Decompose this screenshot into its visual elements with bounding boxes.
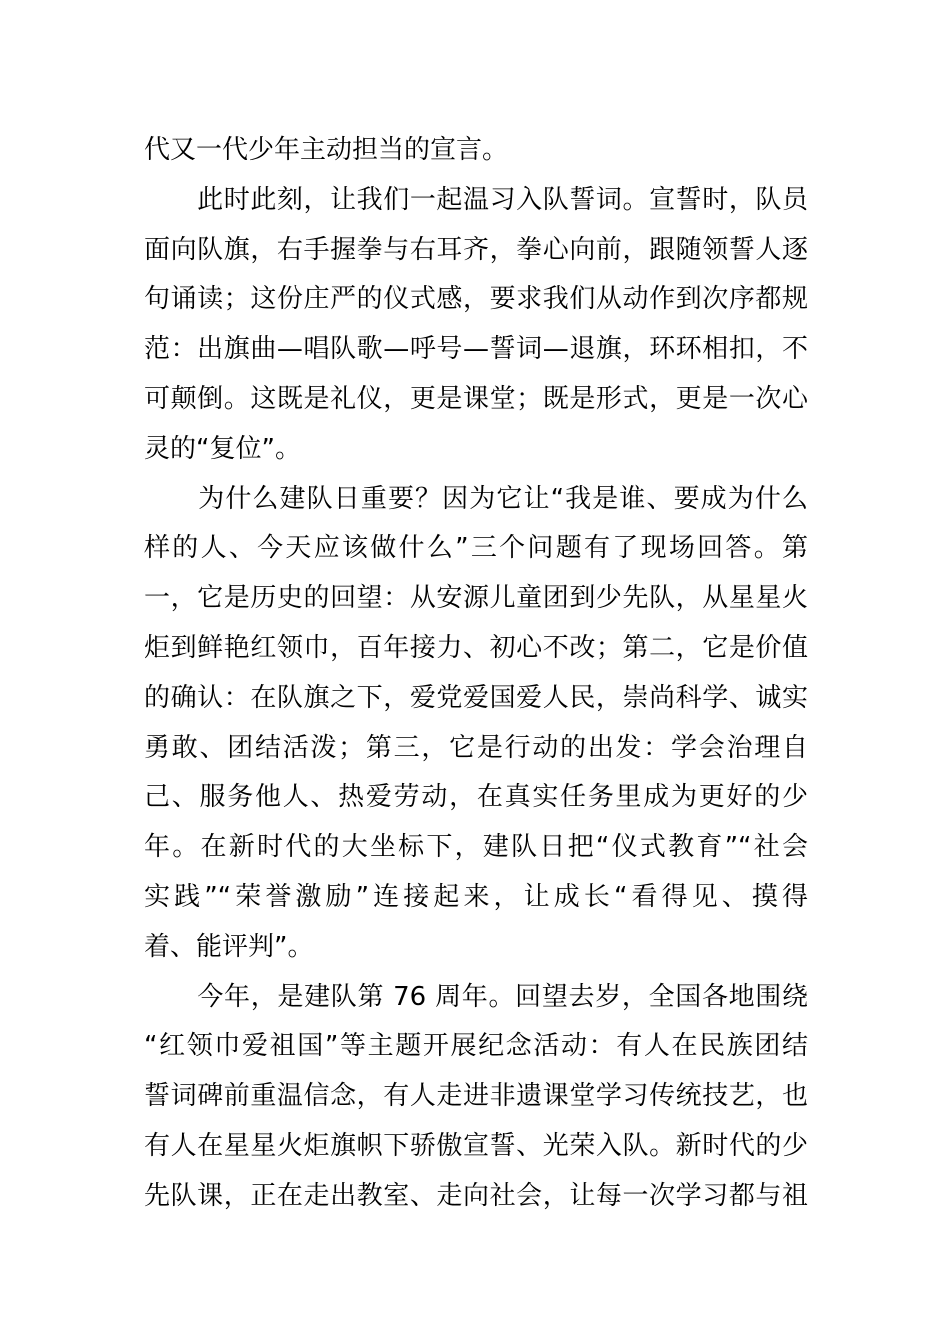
text-line: 炬到鲜艳红领巾，百年接力、初心不改；第二，它是价值 (144, 632, 808, 663)
text-line: “红领巾爱祖国”等主题开展纪念活动：有人在民族团结 (144, 1031, 808, 1062)
text-line: 面向队旗，右手握拳与右耳齐，拳心向前，跟随领誓人逐 (144, 234, 808, 265)
text-line: 灵的“复位”。 (144, 433, 301, 464)
text-line: 勇敢、团结活泼；第三，它是行动的出发：学会治理自 (144, 732, 808, 763)
text-line: 誓词碑前重温信念，有人走进非遗课堂学习传统技艺，也 (144, 1081, 808, 1112)
text-line: 代又一代少年主动担当的宣言。 (144, 135, 509, 165)
text-line: 为什么建队日重要？因为它让“我是谁、要成为什么 (144, 483, 808, 514)
text-line: 有人在星星火炬旗帜下骄傲宣誓、光荣入队。新时代的少 (144, 1130, 808, 1161)
text-line: 先队课，正在走出教室、走向社会，让每一次学习都与祖 (144, 1180, 808, 1211)
text-line: 着、能评判”。 (144, 931, 314, 962)
text-line: 句诵读；这份庄严的仪式感，要求我们从动作到次序都规 (144, 284, 808, 315)
text-line: 可颠倒。这既是礼仪，更是课堂；既是形式，更是一次心 (144, 383, 808, 414)
text-line: 此时此刻，让我们一起温习入队誓词。宣誓时，队员 (144, 184, 808, 215)
text-line: 样的人、今天应该做什么”三个问题有了现场回答。第 (144, 533, 808, 564)
text-line: 今年，是建队第 76 周年。回望去岁，全国各地围绕 (144, 981, 808, 1012)
text-line: 一，它是历史的回望：从安源儿童团到少先队，从星星火 (144, 583, 808, 614)
text-line: 的确认：在队旗之下，爱党爱国爱人民，崇尚科学、诚实 (144, 682, 808, 713)
text-line: 实践”“荣誉激励”连接起来，让成长“看得见、摸得 (144, 881, 808, 912)
body-text (144, 126, 808, 1222)
text-line: 范：出旗曲—唱队歌—呼号—誓词—退旗，环环相扣，不 (144, 334, 808, 365)
text-line: 己、服务他人、热爱劳动，在真实任务里成为更好的少 (144, 782, 808, 813)
text-line: 年。在新时代的大坐标下，建队日把“仪式教育”“社会 (144, 832, 808, 863)
